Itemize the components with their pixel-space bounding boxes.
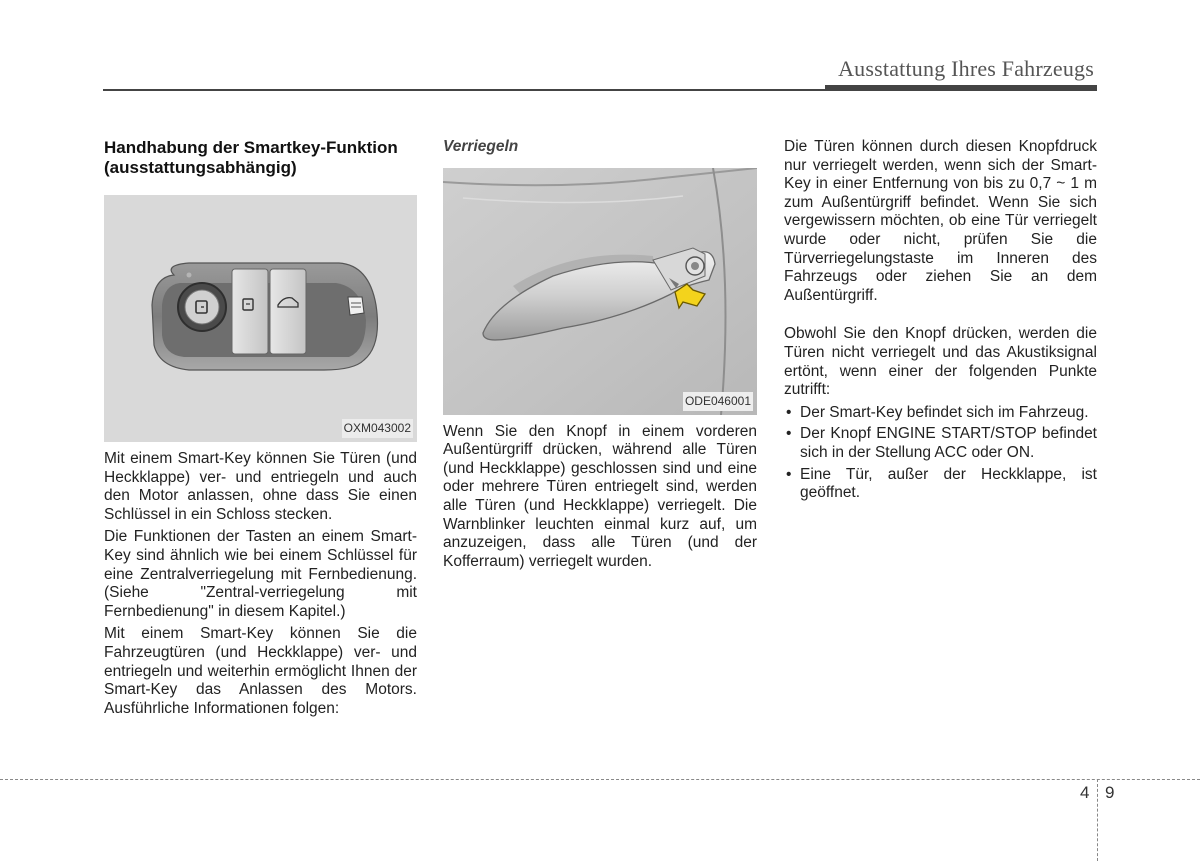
subheading: Verriegeln — [443, 138, 519, 155]
paragraph: Mit einem Smart-Key können Sie die Fahrzeugtüren (und Heckklappe) ver- und entriegeln und weiterhin ermöglicht Ihnen der Smart-Key das Anlassen des Motors. Ausführliche Informationen folgen: — [104, 625, 417, 717]
footer-vertical-divider — [1097, 779, 1098, 861]
smart-key-figure — [104, 195, 417, 442]
smart-key-illustration — [104, 195, 417, 442]
column-2 — [443, 138, 757, 575]
paragraph: Mit einem Smart-Key können Sie Türen (und Heckklappe) ver- und entriegeln und auch den Motor anlassen, ohne dass Sie einen Schlüssel in ein Schloss stecken. — [104, 450, 417, 523]
header-rule-accent — [825, 85, 1097, 91]
list-item: • Der Knopf ENGINE START/STOP befindet sich in der Stellung ACC oder ON. — [784, 425, 1097, 462]
figure-code: ODE046001 — [683, 392, 753, 411]
paragraph: Die Funktionen der Tasten an einem Smart-Key sind ähnlich wie bei einem Schlüssel für eine Zentralverriegelung mit Fernbedienung. (Siehe "Zentral-verriegelung mit Fernbedienung" in diesem Kapitel.) — [104, 528, 417, 620]
list-item: • Der Smart-Key befindet sich im Fahrzeug. — [784, 404, 1097, 423]
paragraph: Wenn Sie den Knopf in einem vorderen Außentürgriff drücken, während alle Türen (und Heckklappe) geschlossen sind und eine oder mehrere Türen entriegelt sind, werden alle Türen (und Heckklappe) verriegelt. Die Warnblinker leuchten einmal kurz auf, um anzuzeigen, dass alle Türen (und der Kofferraum) verriegelt wurden. — [443, 422, 757, 570]
header-title: Ausstattung Ihres Fahrzeugs — [838, 56, 1094, 81]
list-item: • Eine Tür, außer der Heckklappe, ist geöffnet. — [784, 466, 1097, 503]
chapter-number: 4 — [1080, 783, 1090, 802]
section-heading: Handhabung der Smartkey-Funktion (ausstattungsabhängig) — [104, 138, 398, 177]
door-handle-illustration — [443, 168, 757, 415]
paragraph: Obwohl Sie den Knopf drücken, werden die Türen nicht verriegelt und das Akustiksignal ertönt, wenn einer der folgenden Punkte zutrifft: — [784, 325, 1097, 399]
header-rule — [103, 89, 825, 91]
column-3 — [784, 138, 1097, 506]
figure-code: OXM043002 — [342, 419, 413, 438]
column-1 — [104, 138, 417, 722]
page-number: 9 — [1105, 783, 1115, 802]
footer-divider — [0, 779, 1200, 780]
paragraph: Die Türen können durch diesen Knopfdruck nur verriegelt werden, wenn sich der Smart-Key in einer Entfernung von bis zu 0,7 ~ 1 m zum Außentürgriff befindet. Wenn Sie sich vergewissern möchten, ob eine Tür verriegelt wurde oder nicht, prüfen Sie die Türverriegelungstaste im Inneren des Fahrzeugs oder ziehen Sie an dem Außentürgriff. — [784, 138, 1097, 304]
bullet-list — [784, 404, 1097, 503]
door-handle-figure — [443, 168, 757, 415]
